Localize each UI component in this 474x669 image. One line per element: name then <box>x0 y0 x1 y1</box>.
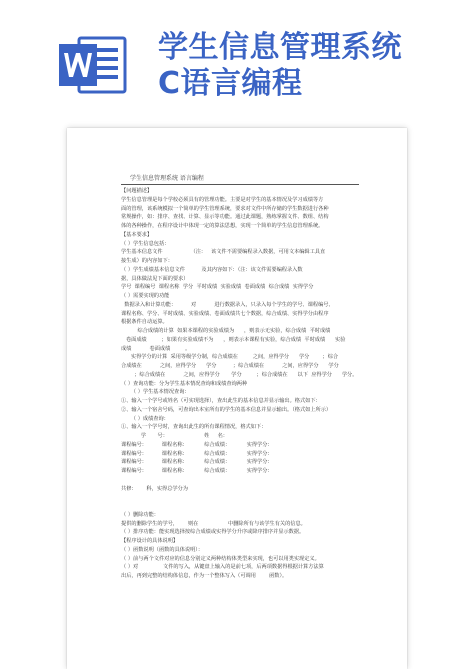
document-line: 综合成绩的计算 如果本课程的实验成绩为 ，则表示无实验，综合成绩 平时成绩 <box>121 328 331 334</box>
document-line <box>121 476 365 485</box>
document-line: 数据录入和计算功能： 对 进行数据录入，只录入每个学生的学号、课程编号、 <box>121 301 334 308</box>
document-line: （ ）学生基本情况查询： <box>121 389 190 396</box>
document-line: 面的管理，该系统模拟一个简单的学生管理系统，要求对文件中所存储的学生数据进行各种 <box>121 205 329 212</box>
document-line: （ ）学生成绩基本信息文件 及其内容如下：（注：该文件需要编程录入数 <box>121 266 303 273</box>
header-banner <box>0 0 474 112</box>
document-line: 课程编号： 课程名称： 综合成绩： 实得学分： <box>121 459 273 466</box>
document-line: 接生成）的内容如下： <box>121 258 173 264</box>
document-line: 课程名称、学分、平时成绩、实验成绩、卷面成绩共七个数据，综合成绩、实得学分由程序 <box>121 310 329 317</box>
document-line <box>121 493 365 502</box>
heading-rule <box>121 184 359 185</box>
word-document-icon <box>57 34 131 96</box>
document-line: 课程编号： 课程名称： 综合成绩： 实得学分： <box>121 450 273 457</box>
document-line: 实得学分的计算 采用等级学分制，综合成绩在 之间，应得学分 学分 ；综合 <box>121 354 339 361</box>
document-line: 出后，再到完整的结构体信息，作为一个整体写入（可调用 函数）。 <box>121 573 288 579</box>
document-title <box>158 30 458 102</box>
document-line: （ ）前与两个文件对应的信息分别定义两种结构体类型来实现，也可以用类实现定义。 <box>121 555 320 562</box>
document-line: （ ）对 文件的写入，从键盘上输入的是前七项，后两项数据得根据计算方法算 <box>121 564 324 571</box>
document-line: 学 号： 姓 名： <box>121 433 228 439</box>
document-line: （ ）排序功能：能实现选择按综合成绩或实得学分升序或降序排序并显示数据。 <box>121 529 305 536</box>
document-line: 合成绩在 之间，应得学分 学分 ；综合成绩在 之间，应得学分 学分 <box>121 363 339 369</box>
page-heading: 学生信息管理系统 语言编程 <box>130 175 204 182</box>
document-line: （ ）查询功能：分为学生基本情况查询和成绩查询两种 <box>121 380 248 387</box>
title-line-2: C语言编程 <box>158 66 303 101</box>
document-line: ①、输入一个学号或姓名（可实现选择），查出此生的基本信息并显示输出。格式如下： <box>121 398 321 404</box>
document-line: 【基本要求】 <box>121 231 153 238</box>
document-line: 学号 课程编号 课程名称 学分 平时成绩 实验成绩 卷面成绩 综合成绩 实得学分 <box>121 284 314 291</box>
document-line: 据，具体做法见下面的要求） <box>121 275 189 282</box>
document-line: 体的各种操作，在程序设计中体现一定的算法思想，实现一个简单的学生信息管理系统。 <box>121 223 324 229</box>
document-line: 根据条件自动运算。 <box>121 319 168 326</box>
document-line: ①、输入一个学号时，查询出此生的所有课程情况，格式如下： <box>121 424 267 431</box>
document-line: （ ）需要实现的功能 <box>121 293 170 299</box>
document-line: 成绩 卷面成绩 。 <box>121 345 191 352</box>
document-line: ②、输入一个宿舍号码，可查询出本室所有的学生的基本信息并显示输出。（格式如上所示） <box>121 406 332 413</box>
document-line: 学生基本信息文件 （注： 该文件不需要编程录入数据，可用文本编辑工具直 <box>121 249 326 256</box>
title-line-1: 学生信息管理系统 <box>158 30 402 65</box>
document-line: 【问题描述】 <box>121 188 153 194</box>
document-line: ；综合成绩在 之间，应得学分 学分 ；综合成绩在 以下 应得学分 学分。 <box>121 371 358 378</box>
document-line: 课程编号： 课程名称： 综合成绩： 实得学分： <box>121 441 273 448</box>
document-line: （ ）成绩查询： <box>121 415 169 422</box>
document-line: 【程序设计的具体说明】 <box>121 538 179 544</box>
document-line: 卷面成绩 ；如果有实验成绩不为 ，则表示本课程有实验，综合成绩 平时成绩 实验 <box>121 336 346 343</box>
document-line: （ ）学生信息包括： <box>121 240 170 247</box>
document-line: 课程编号： 课程名称： 综合成绩： 实得学分： <box>121 468 273 474</box>
document-line: 学生信息管理是每个学校必须具有的管理功能。主要是对学生的基本情况及学习成绩等方 <box>121 196 324 203</box>
document-line: 共修： 科，实得总学分为 <box>121 485 188 492</box>
document-body <box>121 187 365 581</box>
document-line: 常规操作，如：排序、查找、计算、显示等功能。通过此课题，熟练掌握文件、数组、结构 <box>121 214 329 221</box>
document-page <box>67 128 407 669</box>
document-line: 提供的删除学生的学号， 则在 中删除所有与该学生有关的信息。 <box>121 520 306 527</box>
document-line <box>121 502 365 511</box>
document-line: （ ）函数说明（函数的具体说明）： <box>121 546 204 553</box>
document-line: （ ）删除功能： <box>121 511 159 518</box>
